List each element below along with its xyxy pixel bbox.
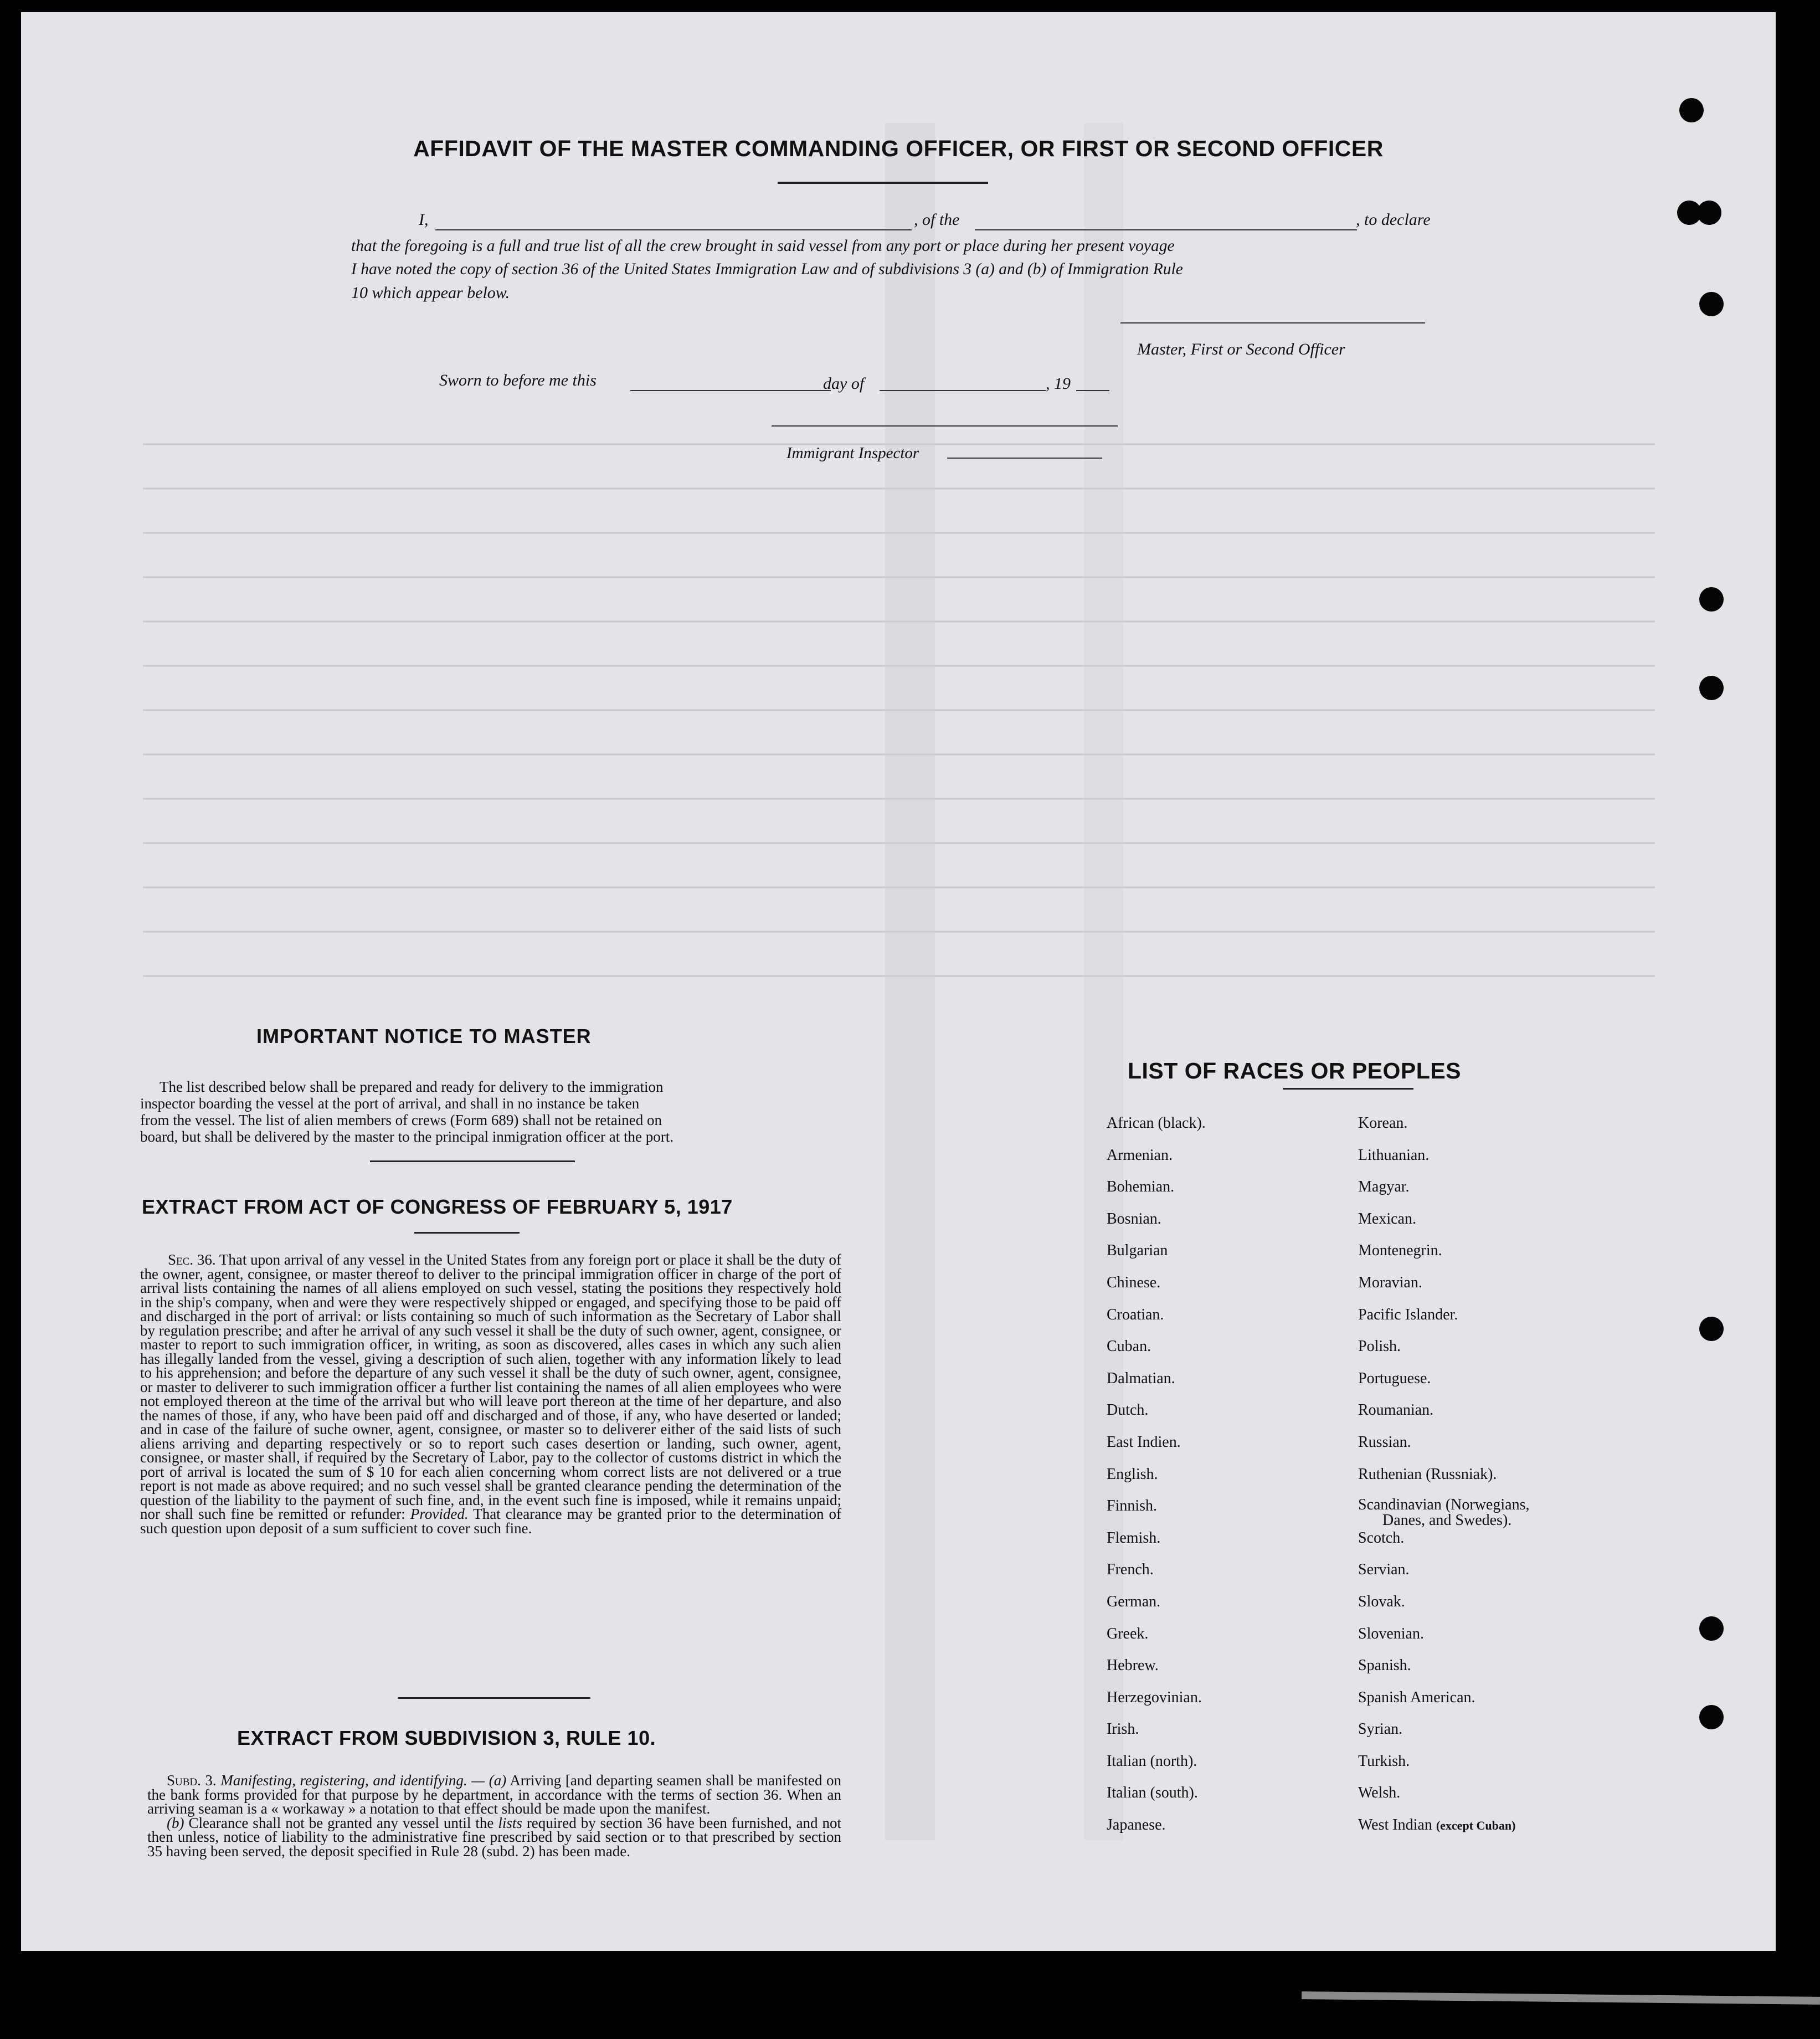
sworn-date-field[interactable] (630, 390, 831, 391)
provided-word: Provided. (410, 1506, 469, 1522)
year-label: , 19 (1046, 374, 1071, 393)
vessel-name-field[interactable] (975, 229, 1357, 230)
race-item: Russian. (1358, 1433, 1411, 1451)
act-body-end: That clearance may be granted prior to the determination of such question upon deposit of a sum sufficient to cover such fine. (140, 1506, 842, 1537)
declarant-label: I, (419, 210, 429, 229)
para-b-text-1: Clearance shall not be granted any vessel until the (188, 1814, 494, 1831)
notice-rule (370, 1160, 575, 1162)
subd-label: Subd. 3. (167, 1772, 217, 1789)
race-item: Irish. (1107, 1720, 1139, 1738)
race-item-line: Scandinavian (Norwegians, (1358, 1496, 1530, 1514)
race-item: Chinese. (1107, 1273, 1161, 1291)
race-item: Turkish. (1358, 1752, 1410, 1770)
race-item: French. (1107, 1561, 1154, 1579)
race-item: Dalmatian. (1107, 1369, 1175, 1387)
rule-heading: EXTRACT FROM SUBDIVISION 3, RULE 10. (237, 1727, 656, 1749)
inspector-label: Immigrant Inspector (786, 444, 919, 462)
races-rule (1283, 1088, 1413, 1090)
race-item: Greek. (1107, 1625, 1149, 1642)
rule-text (147, 1774, 841, 1858)
race-item: Magyar. (1358, 1178, 1410, 1196)
race-item: Scotch. (1358, 1529, 1405, 1547)
race-item: Croatian. (1107, 1306, 1164, 1323)
sworn-year-field[interactable] (1076, 390, 1109, 391)
race-item: Italian (south). (1107, 1784, 1198, 1802)
page-edge-shadow (1302, 1991, 1820, 2005)
act-heading: EXTRACT FROM ACT OF CONGRESS OF FEBRUARY 5, 1917 (142, 1195, 733, 1218)
inspector-underline (947, 458, 1102, 459)
notice-line: board, but shall be delivered by the master to the principal inmigration officer at the port. (140, 1128, 673, 1145)
rule-para-a (147, 1774, 841, 1816)
race-item: African (black). (1107, 1114, 1206, 1132)
master-signature-field[interactable] (1120, 322, 1425, 323)
race-item: Bulgarian (1107, 1242, 1168, 1260)
race-item: Armenian. (1107, 1146, 1173, 1164)
punch-hole (1699, 587, 1724, 612)
punch-hole (1697, 201, 1721, 225)
race-item: Spanish. (1358, 1657, 1411, 1675)
race-item: Flemish. (1107, 1529, 1161, 1547)
notice-heading: IMPORTANT NOTICE TO MASTER (256, 1025, 592, 1047)
race-item: Bosnian. (1107, 1210, 1161, 1227)
sworn-label: Sworn to before me this (439, 371, 597, 389)
rule-para-b (147, 1816, 841, 1859)
act-section-36-text (140, 1253, 841, 1535)
race-item-line: Danes, and Swedes). (1382, 1512, 1512, 1529)
subd-title: Manifesting, registering, and identifying. (220, 1772, 467, 1789)
punch-hole (1699, 1705, 1724, 1729)
race-item: Cuban. (1107, 1338, 1151, 1355)
notice-text (140, 1078, 841, 1145)
of-the-label: , of the (914, 210, 960, 229)
races-heading: LIST OF RACES OR PEOPLES (1128, 1058, 1462, 1083)
race-item: Japanese. (1107, 1816, 1166, 1834)
para-a-text: Arriving [and departing seamen shall be manifested on the bank forms provided for that purpose by he department, in accordance with the terms of section 36. When an arriving seaman is a « workaway » a notation to that effect should be made upon the manifest. (147, 1772, 841, 1817)
para-b-label: (b) (167, 1814, 184, 1831)
race-item: English. (1107, 1465, 1158, 1483)
race-item: Finnish. (1107, 1497, 1158, 1515)
race-item: Spanish American. (1358, 1688, 1475, 1706)
punch-hole (1679, 98, 1704, 122)
races-left-column (1107, 1114, 1206, 1848)
title-rule (778, 182, 988, 184)
act-rule (414, 1232, 520, 1234)
race-item: Bohemian. (1107, 1178, 1175, 1196)
notice-line: The list described below shall be prepared and ready for delivery to the immigration (160, 1078, 664, 1095)
race-item: Syrian. (1358, 1720, 1403, 1738)
notice-line: inspector boarding the vessel at the port of arrival, and shall in no instance be taken (140, 1095, 640, 1112)
race-item: Servian. (1358, 1561, 1410, 1579)
declarant-name-field[interactable] (435, 229, 912, 230)
inspector-signature-field[interactable] (772, 425, 1118, 427)
race-item: Dutch. (1107, 1401, 1149, 1419)
races-right-column (1358, 1114, 1529, 1848)
to-declare-label: , to declare (1356, 210, 1431, 229)
race-item: Italian (north). (1107, 1752, 1197, 1770)
race-item: Mexican. (1358, 1210, 1416, 1227)
para-a-label: — (a) (467, 1772, 507, 1789)
affidavit-title: AFFIDAVIT OF THE MASTER COMMANDING OFFICER, OR FIRST OR SECOND OFFICER (413, 136, 1384, 161)
para-b-text-2: required by section 36 have been furnished, and not then unless, notice of liability to the administrative fine prescribed by said section or to that prescribed by section 35 having been served, the deposit specified in Rule 28 (subd. 2) has been made. (147, 1814, 842, 1860)
race-item: Lithuanian. (1358, 1146, 1430, 1164)
race-item: Hebrew. (1107, 1657, 1159, 1675)
day-of-label: day of (823, 374, 865, 393)
race-item: Slovenian. (1358, 1625, 1424, 1642)
race-item: Welsh. (1358, 1784, 1401, 1802)
race-item: Moravian. (1358, 1273, 1422, 1291)
declaration-line-2: that the foregoing is a full and true list of all the crew brought in said vessel from any port or place during her present voyage (351, 237, 1175, 255)
race-item: Roumanian. (1358, 1401, 1434, 1419)
punch-hole (1699, 292, 1724, 316)
race-item-line: West Indian (1358, 1816, 1432, 1834)
race-item: East Indien. (1107, 1433, 1181, 1451)
declaration-line-4: 10 which appear below. (351, 284, 510, 302)
punch-hole (1699, 1317, 1724, 1341)
sec-label: Sec. 36. (168, 1251, 216, 1268)
race-item-scandinavian (1358, 1497, 1529, 1529)
document-page (21, 12, 1776, 1951)
declaration-line-3: I have noted the copy of section 36 of the United States Immigration Law and of subdivisions 3 (a) and (b) of Immigration Rule (351, 260, 1183, 278)
race-item: Portuguese. (1358, 1369, 1431, 1387)
race-item: Ruthenian (Russniak). (1358, 1465, 1497, 1483)
master-signature-label: Master, First or Second Officer (1137, 340, 1345, 358)
act-end-rule (398, 1697, 590, 1699)
race-note: (except Cuban) (1436, 1819, 1516, 1833)
punch-hole (1699, 676, 1724, 700)
sworn-month-field[interactable] (880, 390, 1046, 391)
para-b-lists: lists (498, 1814, 522, 1831)
race-item: Pacific Islander. (1358, 1306, 1458, 1323)
race-item: German. (1107, 1593, 1161, 1610)
race-item: Slovak. (1358, 1593, 1405, 1610)
race-item: Korean. (1358, 1114, 1408, 1132)
race-item-west-indian (1358, 1816, 1529, 1848)
race-item: Montenegrin. (1358, 1242, 1442, 1260)
race-item: Herzegovinian. (1107, 1688, 1202, 1706)
notice-line: from the vessel. The list of alien members of crews (Form 689) shall not be retained on (140, 1112, 662, 1128)
race-item: Polish. (1358, 1338, 1401, 1355)
punch-hole (1699, 1616, 1724, 1641)
act-body: That upon arrival of any vessel in the United States from any foreign port or place it shall be the duty of the owner, agent, consignee, or master thereof to deliver to the principal immigration officer in charge of the port of arrival lists containing the names of all aliens employed on such vessel, stating the positions they respectively hold in the ship's company, when and were they were respectively shipped or engaged, and specifying those to be paid off and discharged in the port of arrival: or lists containing so much of such information as the Secretary of Labor shall by regulation prescribe; and after he arrival of any such vessel it shall be the duty of such owner, agent, consignee, or master to report to such immigration officer, in writing, as soon as discovered, alles cases in which any such alien has illegally landed from the vessel, giving a description of such alien, together with any information likely to lead to his apprehension; and before the departure of any such vessel it shall be the duty of such owner, agent, consignee, or master to deliverer to such immigration officer a further list containing the names of all alien employees who were not employed thereon at the time of the arrival but who will leave port thereon at the time of her departure, and also the names of those, if any, who have been paid off and discharged and of those, if any, who have deserted or landed; and in case of the failure of suche owner, agent, consignee, or master so to deliverer either of the said lists of such aliens arriving and departing respectively or so to report such cases desertion or landing, such owner, agent, consignee, or master shall, if required by the Secretary of Labor, pay to the collector of customs district in which the port of arrival is located the sum of $ 10 for each alien concerning whom correct lists are not delivered or a true report is not made as above required; and no such vessel shall be granted clearance pending the determination of the question of the liability to the payment of such fine, and, in the event such fine is imposed, while it remains unpaid; nor shall such fine be remitted or refunder: (140, 1251, 841, 1522)
